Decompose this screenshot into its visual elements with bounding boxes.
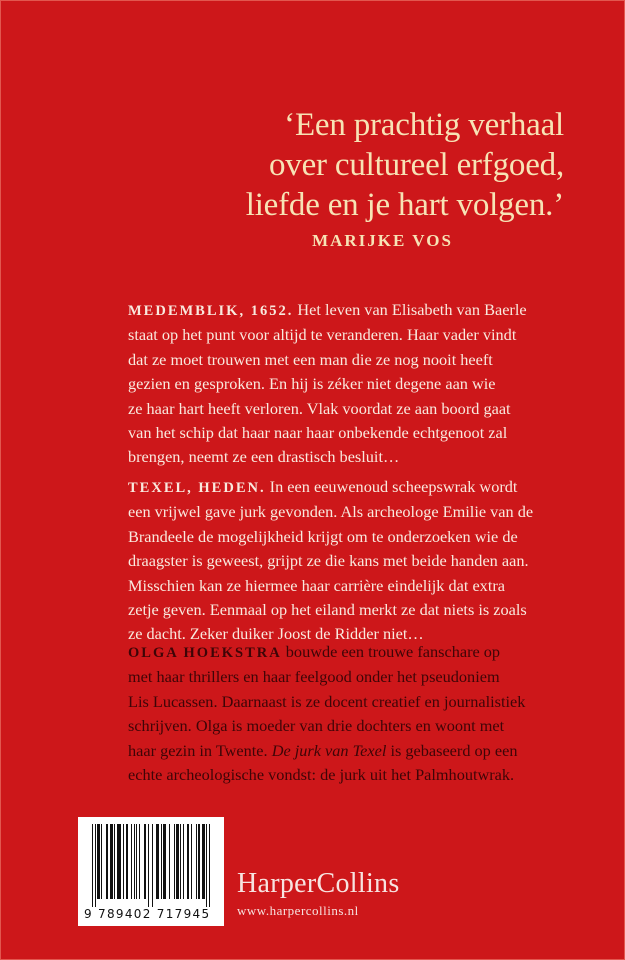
- blurb-texel: [128, 475, 588, 647]
- book-title: De jurk van Texel: [271, 740, 387, 760]
- quote-author: MARIJKE VOS: [312, 231, 453, 250]
- bio-text: bouwde een trouwe fanschare op: [281, 642, 501, 661]
- publisher-name: HarperCollins: [237, 868, 400, 899]
- blurb-text: In een eeuwenoud scheepswrak wordt: [265, 477, 518, 496]
- author-name: OLGA HOEKSTRA: [128, 645, 282, 661]
- blurb-line: draagster is geweest, grijpt ze die kans met beide handen aan.: [128, 551, 529, 571]
- blurb-line: brengen, neemt ze een drastisch besluit…: [128, 447, 400, 467]
- blurb-line: [128, 475, 588, 500]
- bio-line: echte archeologische vondst: de jurk uit het Palmhoutwrak.: [128, 765, 515, 785]
- quote-line: ‘Een prachtig verhaal: [284, 107, 564, 143]
- blurb-line: Brandeele de mogelijkheid krijgt om te onderzoeken wie de: [128, 526, 518, 546]
- author-bio: [128, 640, 588, 787]
- bio-text: is gebaseerd op een: [386, 740, 518, 760]
- bio-line: met haar thrillers en haar feelgood onder het pseudoniem: [128, 667, 500, 687]
- blurb-line: dat ze moet trouwen met een man die ze nog nooit heeft: [128, 349, 493, 369]
- blurb-medemblik: [128, 298, 588, 470]
- quote-line: liefde en je hart volgen.’: [245, 187, 564, 223]
- barcode-bars: [92, 824, 216, 907]
- bio-line: [128, 640, 588, 665]
- bio-line: [128, 739, 588, 763]
- isbn-number: 9 789402 717945: [84, 907, 211, 921]
- blurb-line: zetje geven. Eenmaal op het eiland merkt ze dat niets is zoals: [128, 600, 527, 620]
- blurb-line: [128, 298, 588, 323]
- blurb-line: ze haar hart heeft verloren. Vlak voordat ze aan boord gaat: [128, 398, 511, 418]
- review-quote: [121, 105, 564, 251]
- publisher-logo: [237, 869, 400, 919]
- blurb-lead: TEXEL, HEDEN.: [128, 480, 266, 496]
- blurb-lead: MEDEMBLIK, 1652.: [128, 303, 294, 319]
- blurb-line: ze dacht. Zeker duiker Joost de Ridder niet…: [128, 624, 424, 644]
- blurb-line: gezien en gesproken. En hij is zéker niet degene aan wie: [128, 374, 496, 394]
- bio-line: Lis Lucassen. Daarnaast is ze docent creatief en journalistiek: [128, 691, 526, 711]
- blurb-text: Het leven van Elisabeth van Baerle: [293, 300, 527, 319]
- blurb-line: van het schip dat haar naar haar onbekende echtgenoot zal: [128, 423, 508, 443]
- barcode-bar: [209, 824, 210, 907]
- publisher-url: www.harpercollins.nl: [237, 903, 359, 918]
- blurb-line: staat op het punt voor altijd te veranderen. Haar vader vindt: [128, 325, 517, 345]
- bio-line: schrijven. Olga is moeder van drie dochters en woont met: [128, 716, 505, 736]
- quote-line: over cultureel erfgoed,: [269, 147, 564, 183]
- blurb-line: Misschien kan ze hiermee haar carrière eindelijk dat extra: [128, 575, 505, 595]
- bio-text: haar gezin in Twente.: [128, 740, 272, 760]
- isbn-barcode: [78, 817, 224, 926]
- blurb-line: een vrijwel gave jurk gevonden. Als archeologe Emilie van de: [128, 502, 534, 522]
